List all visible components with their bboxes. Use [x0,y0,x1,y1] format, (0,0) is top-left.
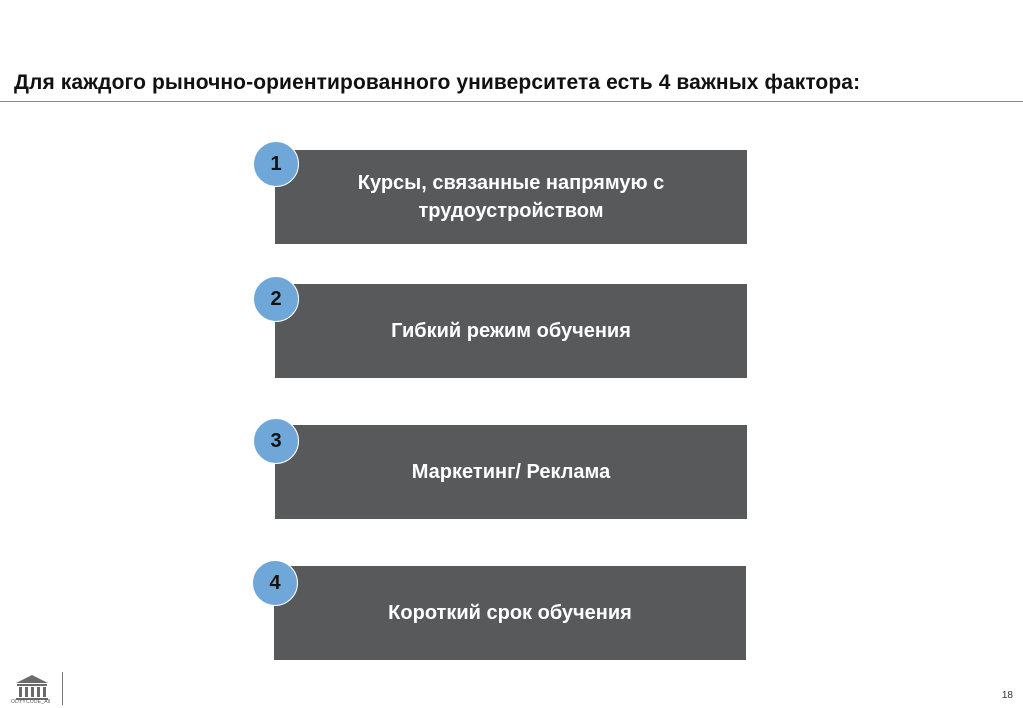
factor-text-3: Маркетинг/ Реклама [411,461,611,483]
factor-text-4: Короткий срок обучения [388,602,632,624]
factor-number-badge-3: 3 [253,418,299,464]
factor-number-badge-4: 4 [252,560,298,606]
logo-caption: ODYYCODE_All [11,699,51,705]
factor-text-1: Курсы, связанные напрямую с трудоустройством [357,172,665,222]
factor-box-3 [275,425,747,519]
footer-divider [62,672,63,705]
page-title: Для каждого рыночно-ориентированного университета есть 4 важных фактора: [14,71,861,94]
factor-box-2 [275,284,747,378]
title-divider [0,101,1023,102]
factor-number-badge-2: 2 [253,276,299,322]
page-number: 18 [1001,690,1013,701]
factor-text-2: Гибкий режим обучения [391,320,631,342]
factor-number-badge-1: 1 [253,141,299,187]
factor-box-4 [274,566,746,660]
factor-box-1 [275,150,747,244]
